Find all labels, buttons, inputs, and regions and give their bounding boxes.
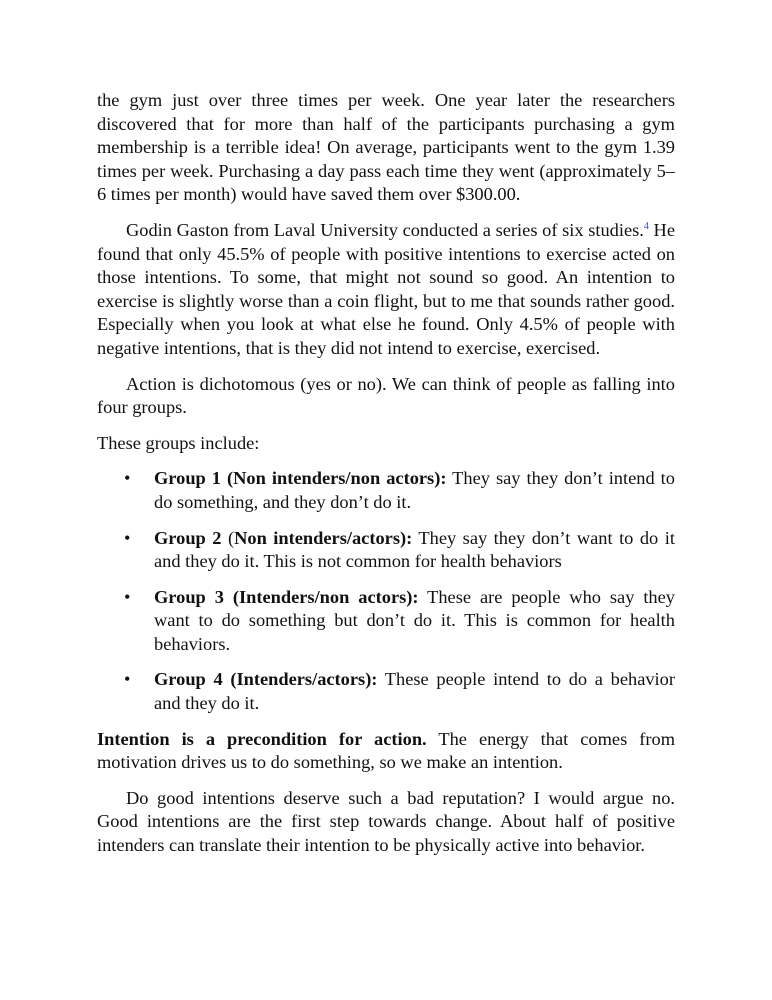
group-1-description: They say they don’t intend to do something, and they don’t do it. — [154, 468, 675, 512]
group-4-description: These people intend to do a behavior and they do it. — [154, 669, 675, 714]
paragraph-godin-text-end: He found that only 45.5% of people with positive intentions to exercise acted on those intentions. To some, that might not sound so good. An intention to exercise is slightly worse than a coin flight, but to me that sounds rather good. Especially when you look at what else he found. Only 4.5% of people with negative intentions, that is they did not intend to exercise, exercised. — [97, 219, 675, 358]
paragraph-godin-text-start: Godin Gaston from Laval University conducted a series of six studies. — [126, 219, 644, 240]
group-2-paren: ( — [221, 527, 235, 548]
paragraph-groups-intro: These groups include: — [97, 432, 260, 453]
paragraph-gym-study: the gym just over three times per week. One year later the researchers discovered that for more than half of the participants purchasing a gym membership is a terrible idea! On average, participants went to the gym 1.39 times per week. Purchasing a day pass each time they went (approximately 5–6 times per month) would have saved them over $300.00. — [97, 90, 675, 205]
groups-list — [97, 467, 675, 715]
group-1-title: Group 1 (Non intenders/non actors): — [154, 468, 447, 489]
bullet-icon: • — [124, 669, 131, 690]
bullet-icon: • — [124, 586, 131, 607]
footnote-reference-link[interactable]: 4 — [643, 220, 649, 232]
intention-precondition-text: The energy that comes from motivation drives us to do something, so we make an intention. — [97, 728, 675, 773]
paragraph-godin-study — [97, 219, 675, 361]
paragraph-good-intentions: Do good intentions deserve such a bad reputation? I would argue no. Good intentions are the first step towards change. About half of positive intenders can translate their intention to be physically active into behavior. — [97, 787, 675, 856]
list-item-group-3 — [97, 586, 675, 657]
group-4-title: Group 4 (Intenders/actors): — [154, 669, 378, 690]
group-2-title-number: Group 2 — [154, 527, 222, 548]
paragraph-action-dichotomous: Action is dichotomous (yes or no). We can think of people as falling into four groups. — [97, 373, 675, 418]
group-3-description: These are people who say they want to do something but don’t do it. This is common for health behaviors. — [154, 586, 675, 654]
document-page — [97, 89, 675, 870]
bullet-icon: • — [124, 527, 131, 548]
bullet-icon: • — [124, 468, 131, 489]
list-item-group-1 — [97, 467, 675, 514]
intention-precondition-heading: Intention is a precondition for action. — [97, 728, 427, 749]
group-2-title-label: Non intenders/actors): — [234, 527, 413, 548]
group-2-description: They say they don’t want to do it and they do it. This is not common for health behaviors — [154, 527, 675, 572]
group-3-title: Group 3 (Intenders/non actors): — [154, 586, 419, 607]
paragraph-intention-precondition — [97, 728, 675, 775]
list-item-group-4 — [97, 668, 675, 715]
list-item-group-2 — [97, 527, 675, 574]
